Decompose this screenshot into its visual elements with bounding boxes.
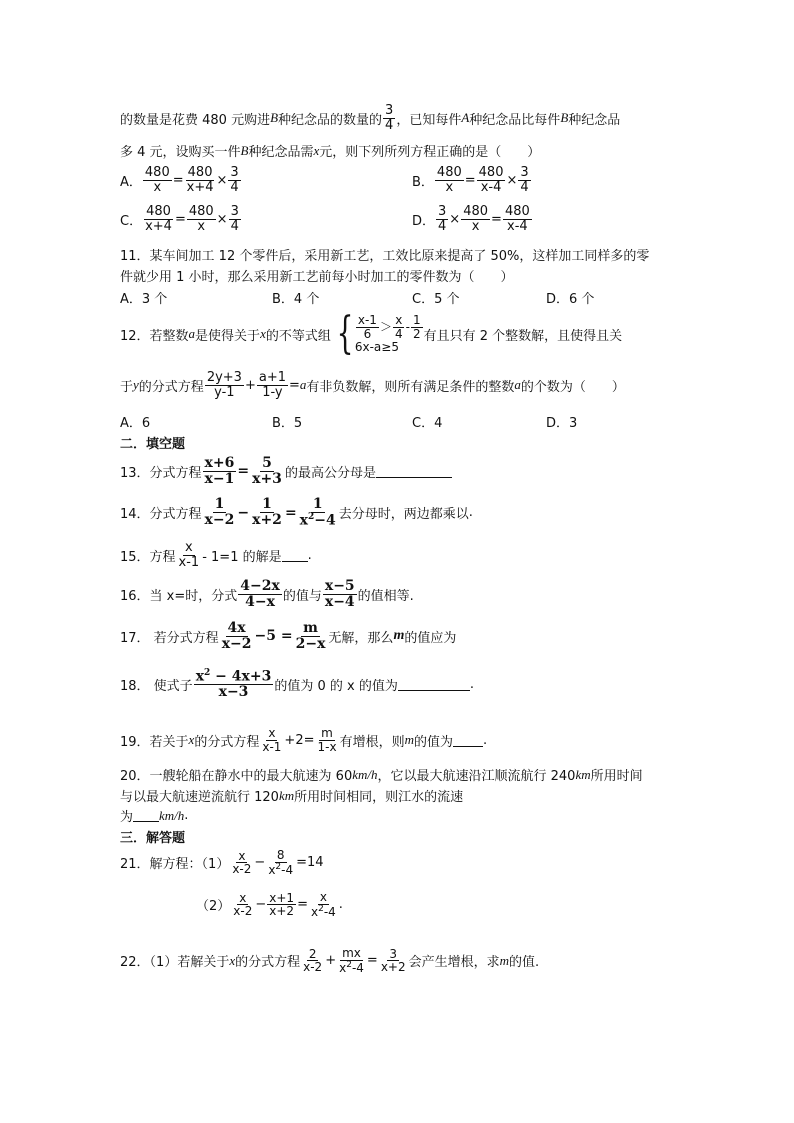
q10-option-c[interactable]: C． $\frac{480}{x+4}$ = $\frac{480}{x}$ × $\frac{3}{4}$ <box>120 204 239 234</box>
answer-blank[interactable] <box>282 549 308 562</box>
answer-blank[interactable] <box>398 678 470 691</box>
q11-option-d[interactable]: D．6 个 <box>546 292 595 307</box>
q12-line1: 12．若整数 a 是使得关于 x 的不等式组 { $\frac{x-1}{6}$ ＞ $\frac{x}{4}$ - $\frac{1}{2}$ 6x-a≥5 有且只有 2 个整数解，且使得且关 <box>120 308 623 359</box>
q12-option-b[interactable]: B．5 <box>272 416 303 431</box>
q10-option-a[interactable]: A． $\frac{480}{x}$ = $\frac{480}{x+4}$ × $\frac{3}{4}$ <box>120 165 239 195</box>
q20-line3: 为 km/h . <box>120 807 189 825</box>
answer-blank[interactable] <box>133 809 159 822</box>
q10-line1: 的数量是花费 480 元购进 B 种纪念品的数量的 $\frac{3}{4}$ ，已知每件 A 种纪念品比每件 B 种纪念品 <box>120 103 621 133</box>
q17: 17． 若分式方程 $\frac{4x}{x-2}$ −5 = $\frac{m}{2-x}$ 无解，那么 m 的值应为 <box>120 620 457 652</box>
q21-part1: 21．解方程：（1） $\frac{x}{x-2}$ − $\frac{8}{x^2-4}$ =14 <box>120 848 324 877</box>
fraction-three-quarters: $\frac{3}{4}$ <box>385 103 394 133</box>
section-fill-in: 二．填空题 <box>120 437 186 452</box>
var-b: B <box>270 110 279 126</box>
section-solve: 三．解答题 <box>120 831 186 846</box>
answer-blank[interactable] <box>376 465 452 478</box>
q11-line1: 11．某车间加工 12 个零件后，采用新工艺，工效比原来提高了 50%，这样加工同样多的零 <box>120 249 650 264</box>
q21-part2: （2） $\frac{x}{x-2}$ − $\frac{x+1}{x+2}$ = $\frac{x}{x^2-4}$ . <box>196 890 343 919</box>
q20-line2: 与以最大航速逆流航行 120 km 所用时间相同，则江水的流速 <box>120 787 464 805</box>
q10-option-b[interactable]: B． $\frac{480}{x}$ = $\frac{480}{x-4}$ × $\frac{3}{4}$ <box>412 165 529 195</box>
answer-blank[interactable] <box>453 734 483 747</box>
q19: 19．若关于 x 的分式方程 $\frac{x}{x-1}$ +2= $\frac{m}{1-x}$ 有增根，则 m 的值为 . <box>120 726 488 754</box>
q12-option-d[interactable]: D．3 <box>546 416 578 431</box>
q11-line2: 件就少用 1 小时，那么采用新工艺前每小时加工的零件数为（ ） <box>120 270 514 285</box>
q18: 18． 使式子 $\frac{x^2 - 4x+3}{x-3}$ 的值为 0 的 x 的值为 . <box>120 668 474 701</box>
q10-line2: 多 4 元，设购买一件 B 种纪念品需 x 元，则下列所列方程正确的是（ ） <box>120 142 541 160</box>
q12-option-c[interactable]: C．4 <box>412 416 443 431</box>
q13: 13．分式方程 $\frac{x+6}{x-1}$ = $\frac{5}{x+3}$ 的最高公分母是 <box>120 456 452 486</box>
q12-line2: 于 y 的分式方程 $\frac{2y+3}{y-1}$ + $\frac{a+1}{1-y}$ = a 有非负数解，则所有满足条件的整数 a 的个数为（ ） <box>120 370 625 400</box>
q16: 16．当 x=时，分式 $\frac{4-2x}{4-x}$ 的值与 $\frac{x-5}{x-4}$ 的值相等. <box>120 578 414 610</box>
q11-option-a[interactable]: A．3 个 <box>120 292 168 307</box>
q15: 15．方程 $\frac{x}{x-1}$ - 1=1 的解是 . <box>120 540 312 570</box>
q11-option-b[interactable]: B．4 个 <box>272 292 320 307</box>
q11-option-c[interactable]: C．5 个 <box>412 292 460 307</box>
q22: 22．（1）若解关于 x 的分式方程 $\frac{2}{x-2}$ + $\frac{mx}{x^2-4}$ = $\frac{3}{x+2}$ 会产生增根，求 m 的值. <box>120 946 540 975</box>
q14: 14．分式方程 $\frac{1}{x-2}$ − $\frac{1}{x+2}$ = $\frac{1}{x^2-4}$ 去分母时，两边都乘以 . <box>120 496 473 529</box>
q20-line1: 20．一艘轮船在静水中的最大航速为 60 km/h ，它以最大航速沿江顺流航行 240 km 所用时间 <box>120 766 643 784</box>
inequality-system: { $\frac{x-1}{6}$ ＞ $\frac{x}{4}$ - $\frac{1}{2}$ 6x-a≥5 <box>336 308 421 359</box>
q10-option-d[interactable]: D． $\frac{3}{4}$ × $\frac{480}{x}$ = $\frac{480}{x-4}$ <box>412 204 530 234</box>
q12-option-a[interactable]: A．6 <box>120 416 151 431</box>
